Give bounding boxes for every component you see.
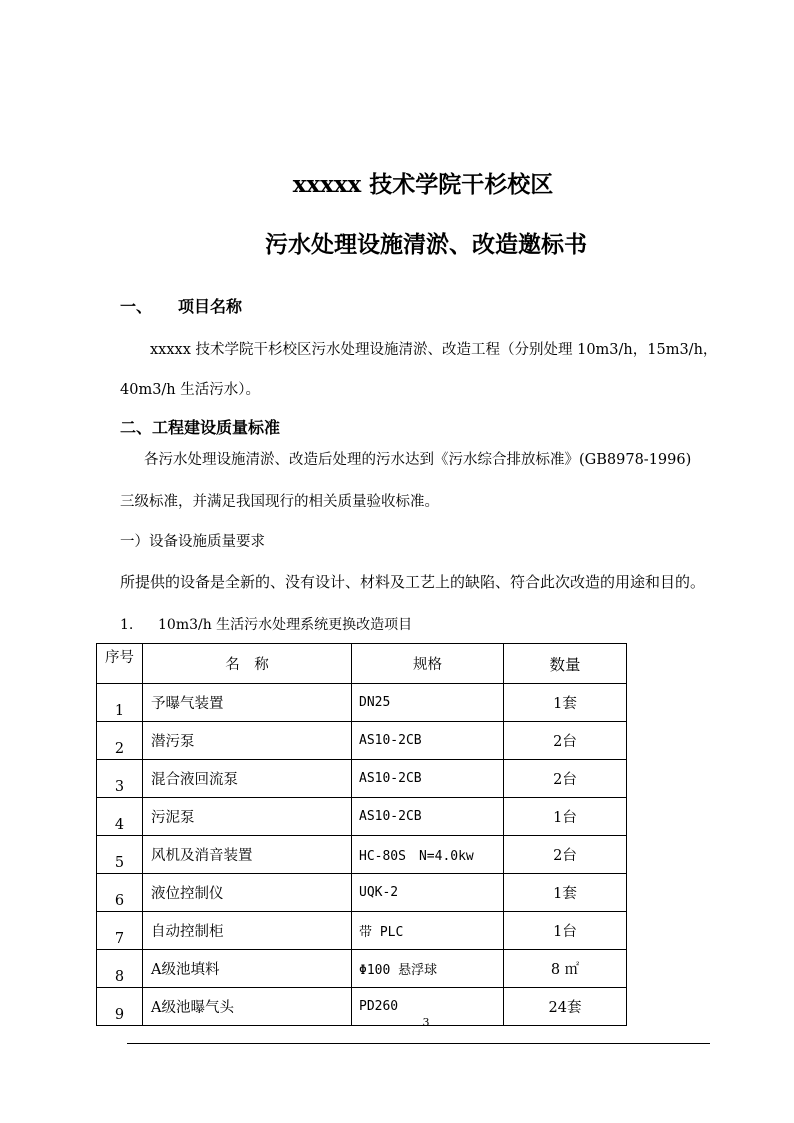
cell-no: 4 bbox=[97, 798, 143, 836]
project-name-line1: xxxxx 技术学院干杉校区污水处理设施清淤、改造工程（分别处理 10m3/h，15m3/h， bbox=[150, 342, 718, 358]
table-row bbox=[97, 760, 627, 798]
cell-spec: DN25 bbox=[352, 684, 504, 722]
cell-name: 混合液回流泵 bbox=[143, 760, 352, 798]
section-1-title: 项目名称 bbox=[178, 297, 243, 316]
cell-no: 1 bbox=[97, 684, 143, 722]
table-header-row bbox=[97, 644, 627, 684]
cell-no: 6 bbox=[97, 874, 143, 912]
table-row bbox=[97, 912, 627, 950]
cell-name: 风机及消音装置 bbox=[143, 836, 352, 874]
cell-qty: 2台 bbox=[504, 722, 627, 760]
cell-no: 2 bbox=[97, 722, 143, 760]
equipment-requirement-text: 所提供的设备是全新的、没有设计、材料及工艺上的缺陷、符合此次改造的用途和目的。 bbox=[120, 573, 706, 591]
list-item-1 bbox=[120, 614, 412, 634]
quality-standard-line2: 三级标准，并满足我国现行的相关质量验收标准。 bbox=[120, 494, 439, 510]
cell-qty: 8 ㎡ bbox=[504, 950, 627, 988]
cell-name: A级池填料 bbox=[143, 950, 352, 988]
cell-spec: AS10-2CB bbox=[352, 722, 504, 760]
table-row bbox=[97, 684, 627, 722]
cell-no: 5 bbox=[97, 836, 143, 874]
cell-spec: 带 PLC bbox=[352, 912, 504, 950]
page-number: 3 bbox=[422, 1016, 430, 1029]
cell-qty: 24套 bbox=[504, 988, 627, 1026]
list-item-number: 1. bbox=[120, 617, 134, 633]
equipment-table bbox=[96, 643, 627, 1026]
header-spec: 规格 bbox=[352, 644, 504, 684]
header-qty: 数量 bbox=[504, 644, 627, 684]
quality-standard-line1: 各污水处理设施清淤、改造后处理的污水达到《污水综合排放标准》(GB8978-1996) bbox=[144, 452, 692, 468]
cell-spec: AS10-2CB bbox=[352, 798, 504, 836]
cell-qty: 2台 bbox=[504, 836, 627, 874]
section-1-number: 一、 bbox=[120, 297, 153, 316]
table-row bbox=[97, 798, 627, 836]
cell-spec: PD260 bbox=[352, 988, 504, 1026]
cell-spec: AS10-2CB bbox=[352, 760, 504, 798]
header-no: 序号 bbox=[97, 644, 143, 684]
project-name-line2: 40m3/h 生活污水）。 bbox=[120, 382, 261, 398]
document-title-line1: xxxxx 技术学院干杉校区 bbox=[292, 171, 554, 198]
list-item-text: 10m3/h 生活污水处理系统更换改造项目 bbox=[158, 617, 413, 633]
cell-name: 自动控制柜 bbox=[143, 912, 352, 950]
cell-name: 液位控制仪 bbox=[143, 874, 352, 912]
table-row bbox=[97, 950, 627, 988]
cell-qty: 1套 bbox=[504, 684, 627, 722]
subsection-heading: 一）设备设施质量要求 bbox=[120, 534, 265, 550]
table-row bbox=[97, 836, 627, 874]
header-name: 名 称 bbox=[143, 644, 352, 684]
footer-divider bbox=[127, 1043, 710, 1044]
cell-name: 予曝气装置 bbox=[143, 684, 352, 722]
cell-qty: 1台 bbox=[504, 912, 627, 950]
cell-spec: HC-80S N=4.0kw bbox=[352, 836, 504, 874]
cell-spec: UQK-2 bbox=[352, 874, 504, 912]
cell-qty: 1套 bbox=[504, 874, 627, 912]
table-row bbox=[97, 874, 627, 912]
section-2-heading: 二、工程建设质量标准 bbox=[120, 418, 281, 437]
document-title-line2: 污水处理设施清淤、改造邀标书 bbox=[265, 231, 587, 258]
cell-no: 3 bbox=[97, 760, 143, 798]
cell-name: A级池曝气头 bbox=[143, 988, 352, 1026]
cell-no: 9 bbox=[97, 988, 143, 1026]
table-row bbox=[97, 722, 627, 760]
cell-name: 潜污泵 bbox=[143, 722, 352, 760]
cell-spec: Φ100 悬浮球 bbox=[352, 950, 504, 988]
cell-no: 8 bbox=[97, 950, 143, 988]
section-1-heading bbox=[120, 294, 242, 317]
cell-qty: 2台 bbox=[504, 760, 627, 798]
cell-qty: 1台 bbox=[504, 798, 627, 836]
cell-name: 污泥泵 bbox=[143, 798, 352, 836]
cell-no: 7 bbox=[97, 912, 143, 950]
